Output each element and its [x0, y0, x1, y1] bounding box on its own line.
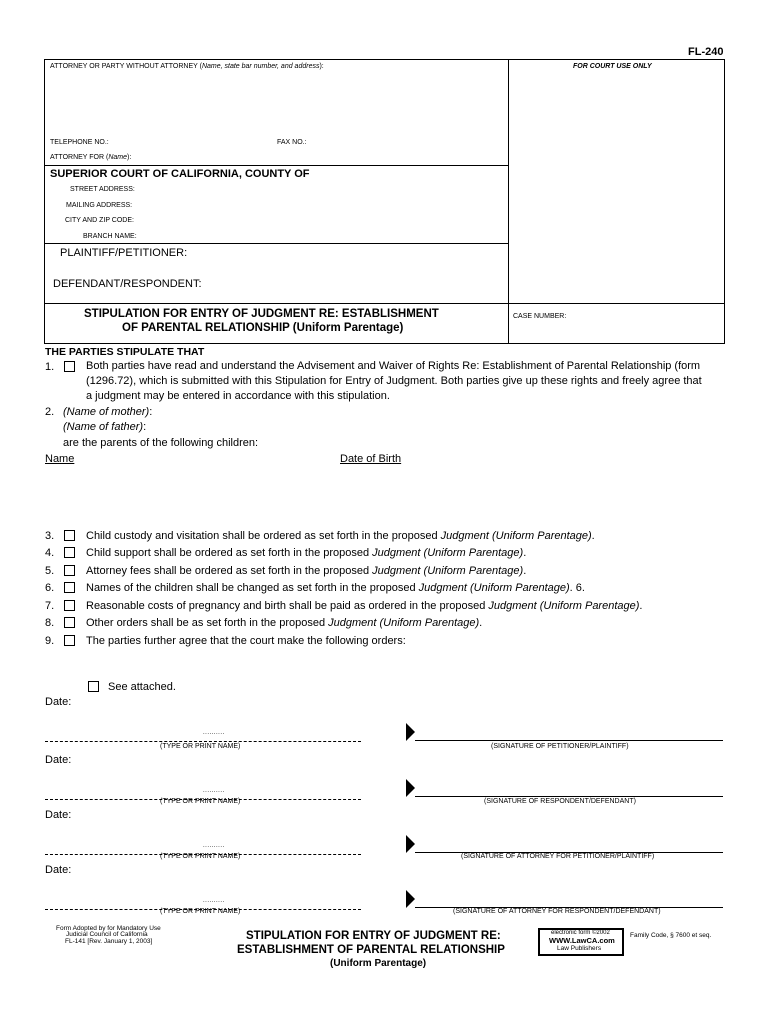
defendant-label: DEFENDANT/RESPONDENT: [53, 278, 202, 290]
footer-adopted: Form Adopted by for Mandatory Use [56, 925, 161, 932]
item-text: Reasonable costs of pregnancy and birth shall be paid as ordered in the proposed Judgment (Uniform Parentage). [86, 600, 643, 612]
form-id: FL-240 [688, 46, 724, 58]
city-zip-label: CITY AND ZIP CODE: [65, 217, 134, 224]
court-use-label: FOR COURT USE ONLY [573, 63, 652, 70]
item-6-checkbox[interactable] [64, 582, 75, 593]
type-name-label: (TYPE OR PRINT NAME) [160, 908, 241, 915]
item-1-number: 1. [45, 361, 55, 373]
item-text: The parties further agree that the court make the following orders: [86, 635, 406, 647]
item-number: 4. [45, 547, 55, 559]
date-label: Date: [45, 809, 72, 821]
stipulate-heading: THE PARTIES STIPULATE THAT [45, 346, 205, 358]
family-code-citation: Family Code, § 7600 et seq. [630, 932, 712, 939]
publisher-name: Law Publishers [557, 945, 602, 952]
item-text: Names of the children shall be changed as set forth in the proposed Judgment (Uniform Parentage). 6. [86, 582, 585, 594]
signature-line[interactable] [415, 740, 723, 741]
attorney-label: ATTORNEY OR PARTY WITHOUT ATTORNEY (Name, state bar number, and address): [50, 63, 324, 70]
dots: .......... [203, 788, 225, 794]
plaintiff-label: PLAINTIFF/PETITIONER: [60, 247, 188, 259]
fax-label: FAX NO.: [277, 139, 307, 146]
type-name-label: (TYPE OR PRINT NAME) [160, 743, 241, 750]
signature-line[interactable] [415, 796, 723, 797]
footer-title-line3: (Uniform Parentage) [330, 958, 427, 969]
footer-council: Judicial Council of California [66, 931, 148, 938]
father-label: (Name of father): [63, 421, 147, 433]
name-column-header: Name [45, 453, 75, 465]
mother-label: (Name of mother): [63, 406, 153, 418]
item-text: Other orders shall be as set forth in the proposed Judgment (Uniform Parentage). [86, 617, 483, 629]
item-text: Child support shall be ordered as set forth in the proposed Judgment (Uniform Parentage). [86, 547, 527, 559]
footer-rev: FL-141 [Rev. January 1, 2003] [65, 938, 153, 945]
court-title: SUPERIOR COURT OF CALIFORNIA, COUNTY OF [50, 168, 310, 180]
see-attached-checkbox[interactable] [88, 681, 99, 692]
item-number: 6. [45, 582, 55, 594]
date-label: Date: [45, 754, 72, 766]
publisher-website: WWW.LawCA.com [549, 936, 615, 945]
item-9-checkbox[interactable] [64, 635, 75, 646]
dob-column-header: Date of Birth [340, 453, 402, 465]
vertical-divider [508, 59, 509, 344]
item-4-checkbox[interactable] [64, 547, 75, 558]
divider-title [44, 303, 725, 304]
item-5-checkbox[interactable] [64, 565, 75, 576]
header-box [44, 59, 725, 344]
attorney-for-label: ATTORNEY FOR (Name): [50, 154, 132, 161]
divider-parties [44, 243, 509, 244]
branch-name-label: BRANCH NAME: [83, 233, 137, 240]
item-text: Child custody and visitation shall be ordered as set forth in the proposed Judgment (Uniform Parentage). [86, 530, 595, 542]
form-title-line2: OF PARENTAL RELATIONSHIP (Uniform Parentage) [122, 322, 404, 334]
signature-arrow-icon [406, 723, 415, 741]
divider-court [44, 165, 509, 166]
name-line [45, 741, 361, 742]
footer-title-line2: ESTABLISHMENT OF PARENTAL RELATIONSHIP [237, 944, 505, 956]
dots: .......... [203, 843, 225, 849]
footer-title-line1: STIPULATION FOR ENTRY OF JUDGMENT RE: [246, 930, 501, 942]
street-address-label: STREET ADDRESS: [70, 186, 135, 193]
signature-atty-respondent-label: (SIGNATURE OF ATTORNEY FOR RESPONDENT/DEFENDANT) [453, 908, 661, 915]
publisher-eform: electronic form ©2002 [551, 930, 610, 936]
signature-petitioner-label: (SIGNATURE OF PETITIONER/PLAINTIFF) [491, 743, 629, 750]
telephone-label: TELEPHONE NO.: [50, 139, 109, 146]
item-1-text-line2: (1296.72), which is submitted with this Stipulation for Entry of Judgment. Both parties give up these rights and freely agree that [86, 375, 702, 387]
item-1-checkbox[interactable] [64, 361, 75, 372]
item-text: Attorney fees shall be ordered as set forth in the proposed Judgment (Uniform Parentage). [86, 565, 527, 577]
date-label: Date: [45, 864, 72, 876]
date-label: Date: [45, 696, 72, 708]
parents-of-label: are the parents of the following children: [63, 437, 259, 449]
signature-arrow-icon [406, 890, 415, 908]
mailing-address-label: MAILING ADDRESS: [66, 202, 133, 209]
form-title-line1: STIPULATION FOR ENTRY OF JUDGMENT RE: ESTABLISHMENT [84, 308, 439, 320]
item-number: 9. [45, 635, 55, 647]
item-2-number: 2. [45, 406, 55, 418]
item-1-text-line1: Both parties have read and understand the Advisement and Waiver of Rights Re: Establishment of Parental Relationship (form [86, 360, 701, 372]
item-7-checkbox[interactable] [64, 600, 75, 611]
signature-arrow-icon [406, 835, 415, 853]
item-number: 3. [45, 530, 55, 542]
item-8-checkbox[interactable] [64, 617, 75, 628]
case-number-label: CASE NUMBER: [513, 313, 567, 320]
signature-arrow-icon [406, 779, 415, 797]
type-name-label: (TYPE OR PRINT NAME) [160, 798, 241, 805]
item-number: 8. [45, 617, 55, 629]
signature-respondent-label: (SIGNATURE OF RESPONDENT/DEFENDANT) [484, 798, 636, 805]
item-1-text-line3: a judgment may be entered in accordance with this stipulation. [86, 390, 390, 402]
item-3-checkbox[interactable] [64, 530, 75, 541]
type-name-label: (TYPE OR PRINT NAME) [160, 853, 241, 860]
item-number: 5. [45, 565, 55, 577]
signature-atty-petitioner-label: (SIGNATURE OF ATTORNEY FOR PETITIONER/PLAINTIFF) [461, 853, 655, 860]
dots: .......... [203, 730, 225, 736]
item-number: 7. [45, 600, 55, 612]
dots: .......... [203, 898, 225, 904]
see-attached-label: See attached. [108, 681, 176, 693]
